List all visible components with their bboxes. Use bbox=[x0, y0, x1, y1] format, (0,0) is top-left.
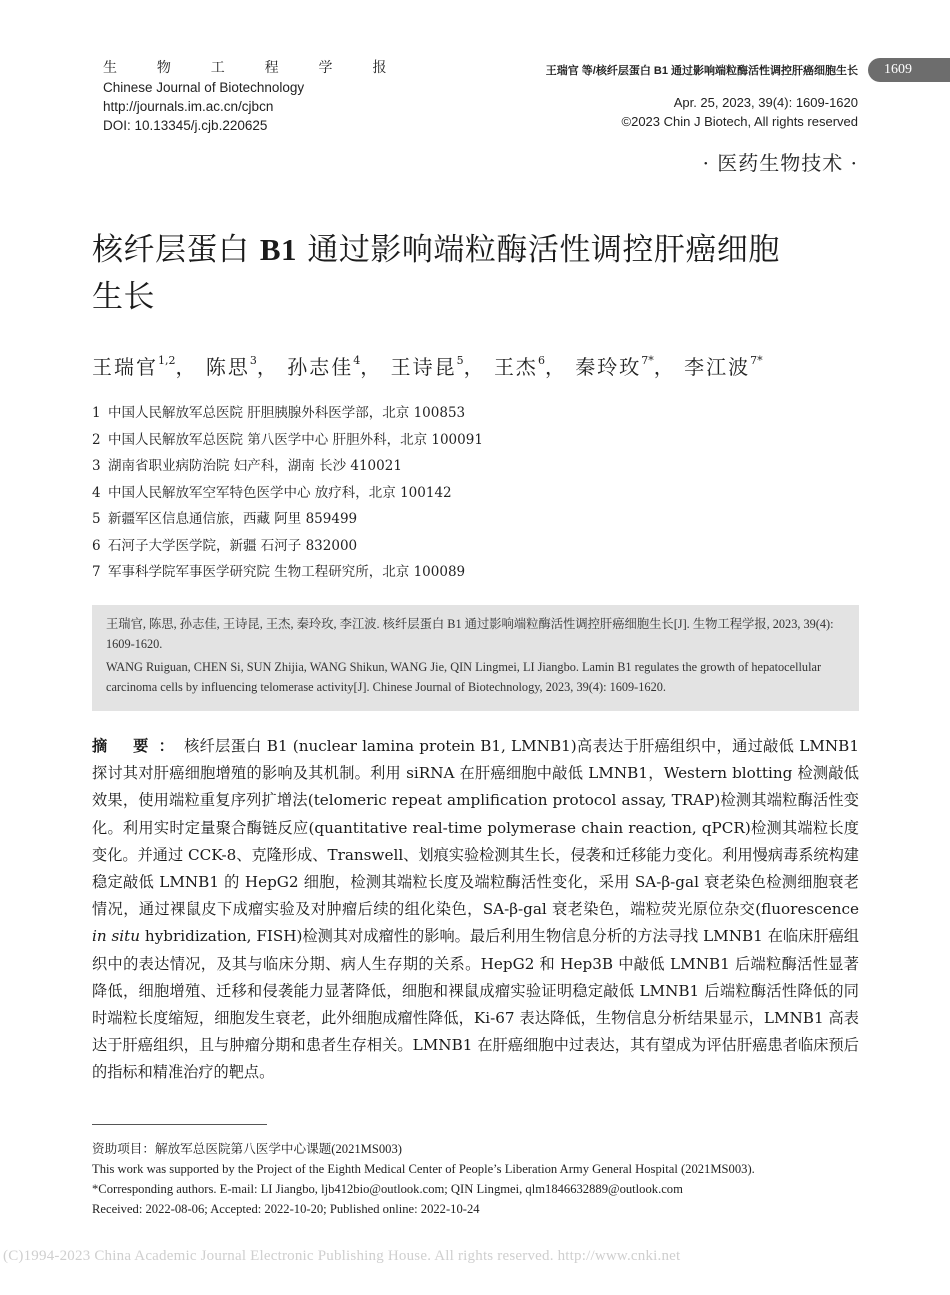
affiliation-item bbox=[92, 480, 483, 507]
affiliation-text: 军事科学院军事医学研究院 生物工程研究所，北京 100089 bbox=[108, 564, 466, 580]
title-bold: B1 bbox=[259, 232, 298, 267]
author-sup: 7* bbox=[750, 354, 763, 368]
citation-cn: 王瑞官, 陈思, 孙志佳, 王诗昆, 王杰, 秦玲玫, 李江波. 核纤层蛋白 B1 通过影响端粒酶活性调控肝癌细胞生长[J]. 生物工程学报, 2023, 39(4): 1609-1620. bbox=[106, 617, 834, 651]
running-head: 王瑞官 等/核纤层蛋白 B1 通过影响端粒酶活性调控肝癌细胞生长 bbox=[545, 65, 858, 77]
author: 陈思 bbox=[205, 355, 250, 379]
affiliation-number: 4 bbox=[92, 484, 101, 501]
journal-url[interactable]: http://journals.im.ac.cn/cjbcn bbox=[103, 99, 274, 114]
page-number: 1609 bbox=[868, 58, 950, 82]
author: 孙志佳 bbox=[287, 355, 354, 379]
affiliation-text: 中国人民解放军总医院 第八医学中心 肝胆外科，北京 100091 bbox=[108, 431, 483, 448]
author: 李江波 bbox=[684, 355, 751, 379]
footnote-divider bbox=[92, 1124, 267, 1125]
affiliation-item bbox=[92, 400, 483, 427]
affiliation-text: 湖南省职业病防治院 妇产科，湖南 长沙 410021 bbox=[108, 458, 402, 474]
copyright: ©2023 Chin J Biotech, All rights reserved bbox=[621, 114, 858, 129]
abstract-italic: in situ bbox=[92, 927, 141, 946]
affiliation-number: 6 bbox=[92, 537, 101, 554]
affiliation-number: 2 bbox=[92, 431, 101, 448]
title-part1: 核纤层蛋白 bbox=[92, 232, 260, 268]
affiliation-text: 中国人民解放军空军特色医学中心 放疗科，北京 100142 bbox=[108, 484, 452, 501]
affiliation-item bbox=[92, 559, 483, 586]
title-part2: 通过影响端粒酶活性调控肝癌细胞 bbox=[297, 232, 780, 268]
abstract-text-b: hybridization, FISH)检测其对成瘤性的影响。最后利用生物信息分析的方法寻找 LMNB1 在临床肝癌组织中的表达情况，及其与临床分期、病人生存期的关系。HepG2 和 Hep3B 中敲低 LMNB1 后端粒酶活性显著降低，细胞增殖、迁移和侵袭能力显著降低，细胞和裸鼠成瘤实验证明稳定敲低 LMNB1 后端粒酶活性降低的同时端粒长度缩短，细胞发生衰老，此外细胞成瘤性降低，Ki-67 表达降低，生物信息分析结果显示，LMNB1 高表达于肝癌组织，且与肿瘤分期和患者生存相关。LMNB1 在肝癌细胞中过表达，其有望成为评估肝癌患者临床预后的指标和精准治疗的靶点。 bbox=[92, 927, 859, 1082]
journal-header bbox=[103, 58, 404, 135]
affiliation-item bbox=[92, 453, 483, 480]
affiliation-text: 中国人民解放军总医院 肝胆胰腺外科医学部，北京 100853 bbox=[108, 405, 466, 421]
affiliation-number: 3 bbox=[92, 458, 101, 474]
column-tag: · 医药生物技术 · bbox=[702, 151, 858, 175]
author-sup: 4 bbox=[353, 354, 361, 368]
funding-en: This work was supported by the Project of the Eighth Medical Center of People’s Liberation Army General Hospital (2021MS003). bbox=[92, 1162, 755, 1176]
affiliation-number: 5 bbox=[92, 511, 101, 527]
affiliation-number: 7 bbox=[92, 564, 101, 580]
doi[interactable]: DOI: 10.13345/j.cjb.220625 bbox=[103, 118, 268, 133]
author-sup: 6 bbox=[537, 354, 545, 368]
article-dates: Received: 2022-08-06; Accepted: 2022-10-20; Published online: 2022-10-24 bbox=[92, 1202, 480, 1216]
author: 王杰 bbox=[493, 355, 538, 379]
author: 王诗昆 bbox=[390, 355, 457, 379]
affiliation-item bbox=[92, 533, 483, 560]
cnki-footer: (C)1994-2023 China Academic Journal Electronic Publishing House. All rights reserved. http://www.cnki.net bbox=[3, 1248, 681, 1264]
author-list: 王瑞官$^{1,2}$， 陈思$^3$， 孙志佳$^4$， 王诗昆$^5$， 王杰$^6$， 秦玲玫$^{7*}$， 李江波$^{7*}$ bbox=[92, 354, 763, 379]
article-title bbox=[92, 226, 862, 321]
citation-en: WANG Ruiguan, CHEN Si, SUN Zhijia, WANG Shikun, WANG Jie, QIN Lingmei, LI Jiangbo. Lamin B1 regulates the growth of hepatocellular carcinoma cells by influencing telomerase activity[J]. Chinese Journal of Biotechnology, 2023, 39(4): 1609-1620. bbox=[106, 660, 822, 694]
author-sup: 7* bbox=[641, 354, 654, 368]
affiliation-text: 石河子大学医学院，新疆 石河子 832000 bbox=[108, 537, 358, 554]
author-sup: 3 bbox=[249, 354, 257, 368]
abstract bbox=[92, 733, 859, 1087]
author: 王瑞官 bbox=[92, 355, 158, 379]
affiliation-text: 新疆军区信息通信旅，西藏 阿里 859499 bbox=[108, 511, 358, 527]
funding-notes bbox=[92, 1139, 882, 1219]
journal-name-en: Chinese Journal of Biotechnology bbox=[103, 80, 305, 95]
author: 秦玲玫 bbox=[575, 355, 642, 379]
abstract-label: 摘 要： bbox=[92, 737, 185, 755]
affiliation-number: 1 bbox=[92, 405, 101, 421]
abstract-text-a: 核纤层蛋白 B1 (nuclear lamina protein B1, LMNB1)高表达于肝癌组织中，通过敲低 LMNB1 探讨其对肝癌细胞增殖的影响及其机制。利用 siRNA 在肝癌细胞中敲低 LMNB1，Western blotting 检测敲低效果，使用端粒重复序列扩增法(telomeric repeat amplification protocol assay, TRAP)检测其端粒酶活性变化。利用实时定量聚合酶链反应(quantitative real-time polymerase chain reaction, qPCR)检测其端粒长度变化。并通过 CCK-8、克隆形成、Transwell、划痕实验检测其生长，侵袭和迁移能力变化。利用慢病毒系统构建稳定敲低 LMNB1 的 HepG2 细胞，检测其端粒长度及端粒酶活性变化，采用 SA-β-gal 衰老染色检测细胞衰老情况，通过裸鼠皮下成瘤实验及对肿瘤后续的组化染色，SA-β-gal 衰老染色，端粒荧光原位杂交(fluorescence bbox=[92, 737, 859, 919]
affiliation-item bbox=[92, 506, 483, 533]
journal-name-cn: 生 物 工 程 学 报 bbox=[103, 59, 405, 75]
affiliation-item bbox=[92, 427, 483, 454]
title-line2: 生长 bbox=[92, 279, 155, 315]
corresponding-authors: *Corresponding authors. E-mail: LI Jiangbo, ljb412bio@outlook.com; QIN Lingmei, qlm1846632889@outlook.com bbox=[92, 1182, 683, 1196]
author-sup: 1,2 bbox=[158, 354, 176, 368]
date-volume: Apr. 25, 2023, 39(4): 1609-1620 bbox=[673, 95, 858, 110]
funding-cn: 资助项目：解放军总医院第八医学中心课题(2021MS003) bbox=[92, 1142, 402, 1156]
header-right bbox=[546, 62, 858, 131]
affiliation-list bbox=[92, 400, 483, 586]
author-sup: 5 bbox=[456, 354, 464, 368]
citation-box bbox=[92, 605, 859, 711]
